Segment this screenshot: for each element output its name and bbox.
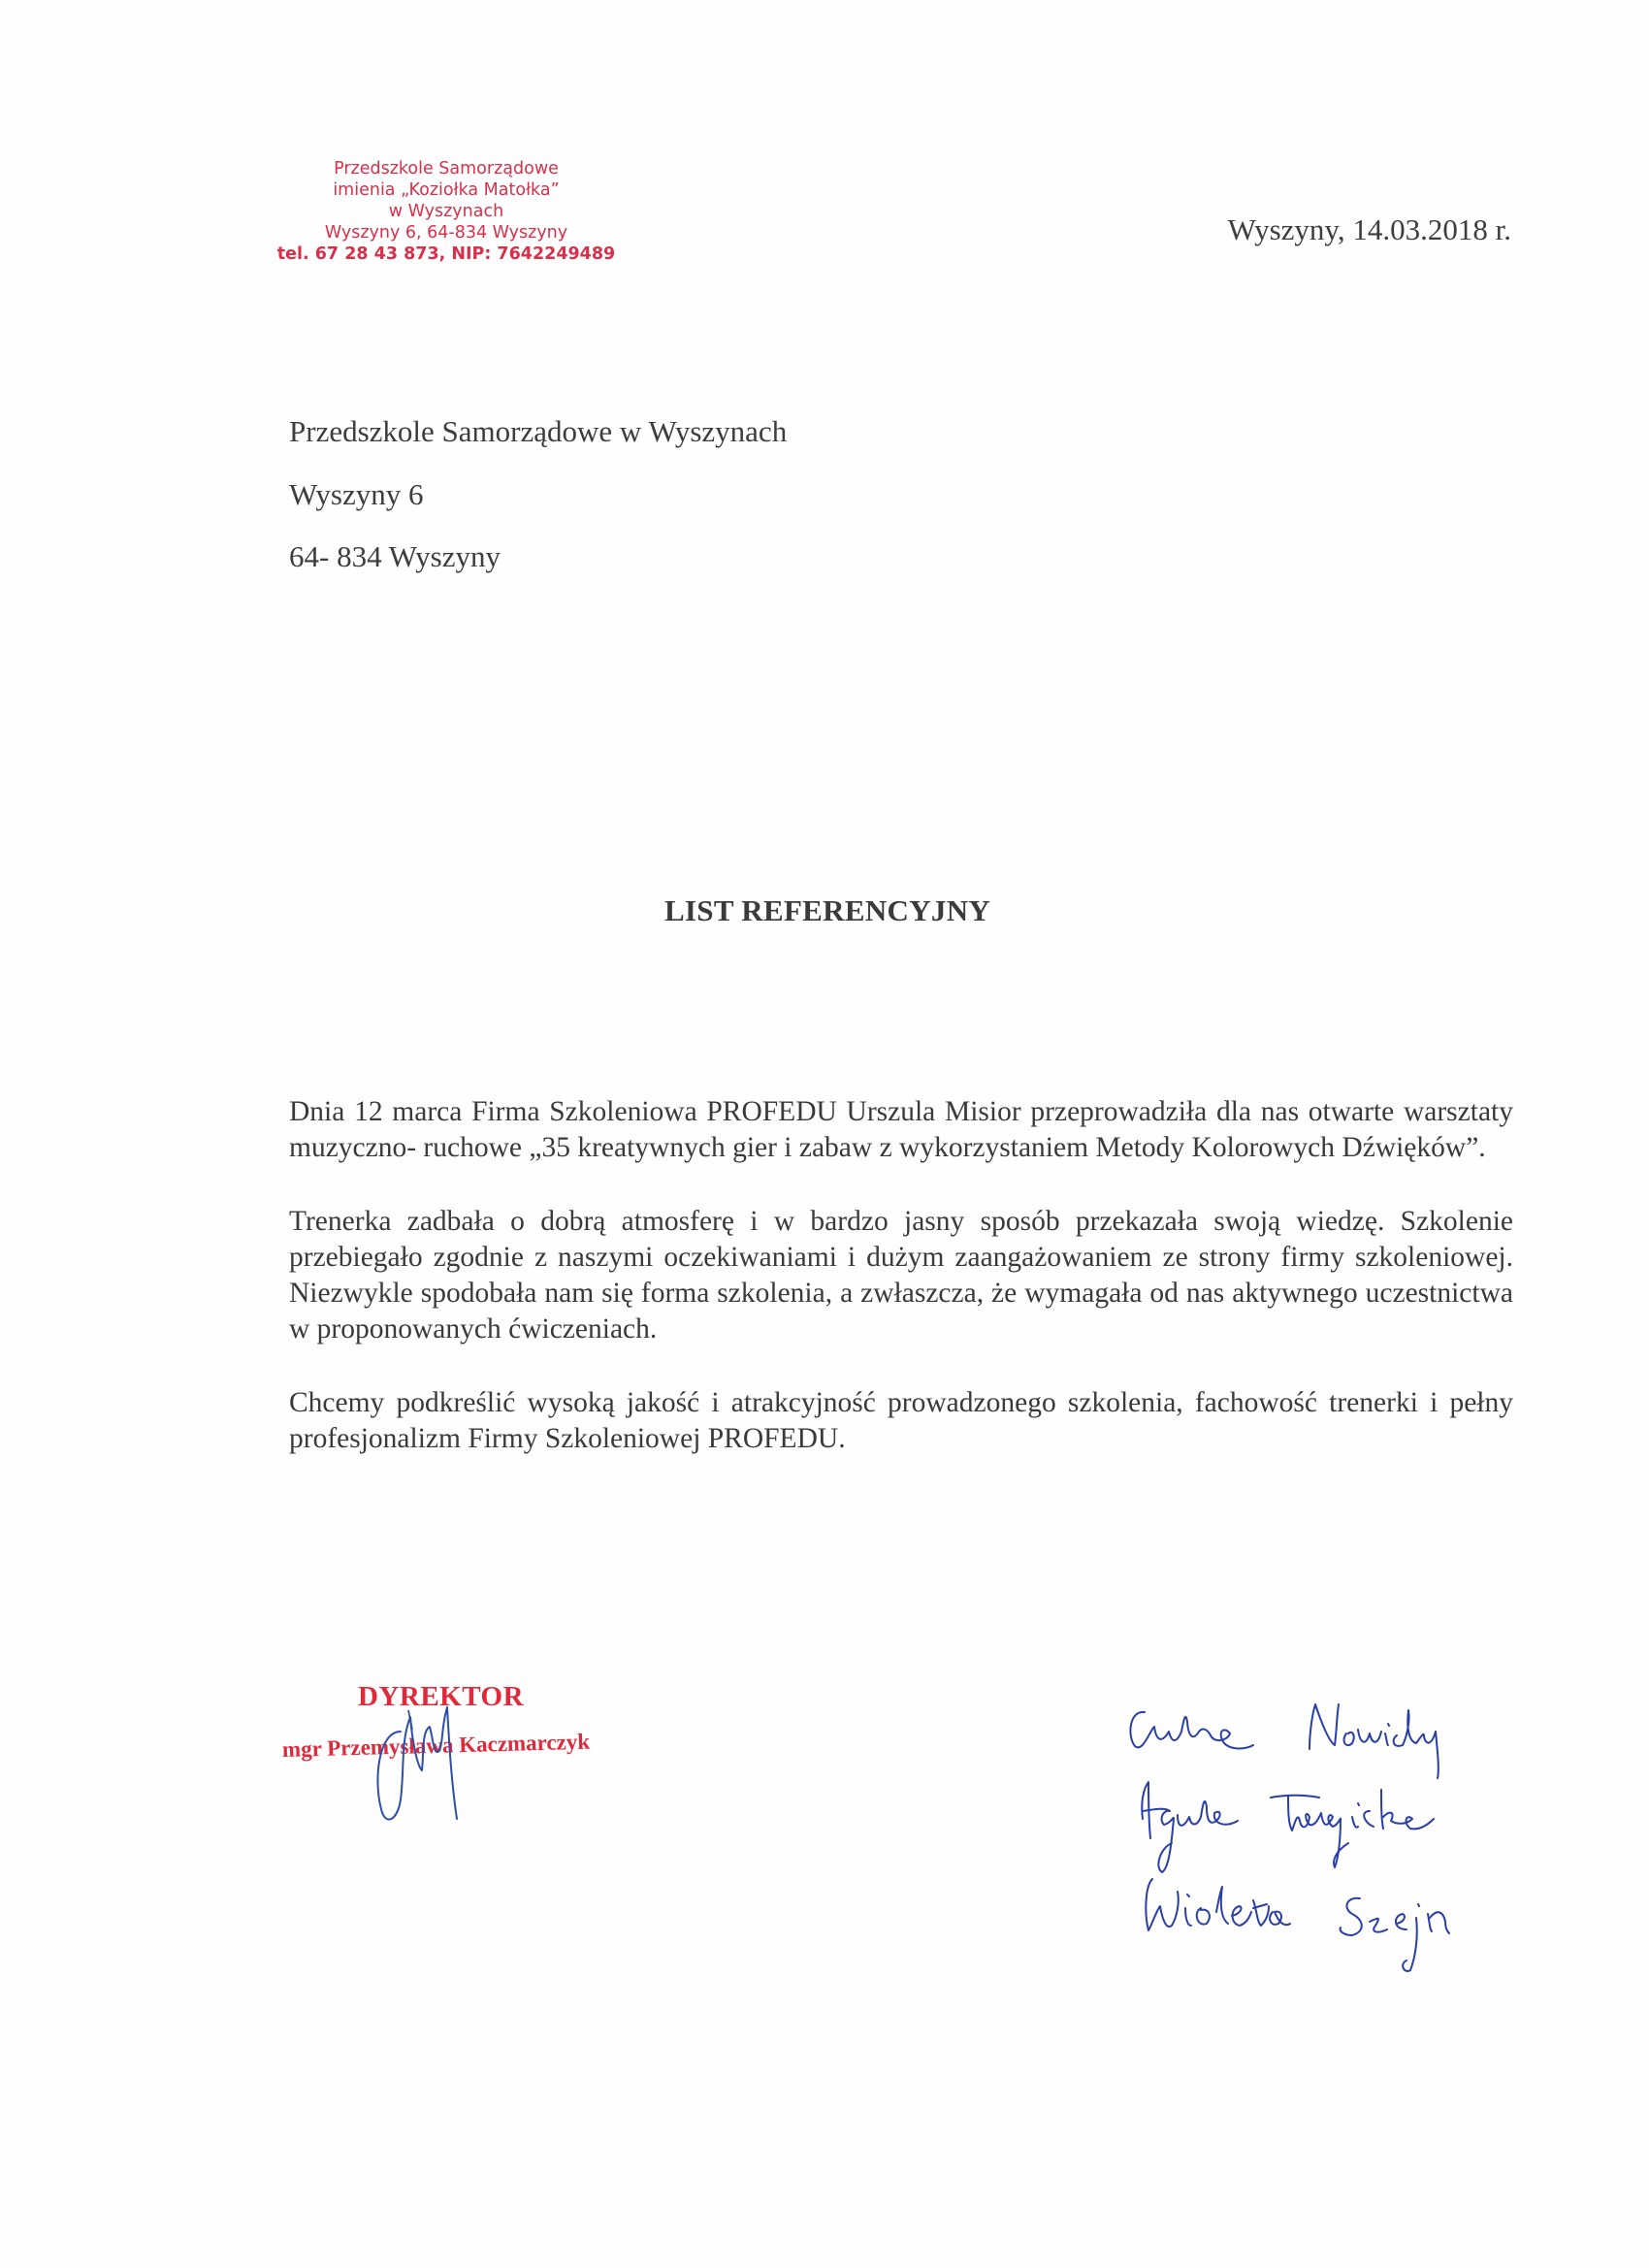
letter-body: [289, 1094, 1513, 1495]
signature-2-stroke: [1271, 1790, 1434, 1867]
signature-1-stroke: [1344, 1710, 1439, 1778]
recipient-address: [289, 401, 787, 589]
stamp-line-1: Przedszkole Samorządowe: [334, 159, 559, 178]
stamp-line-2: imienia „Koziołka Matołka”: [333, 180, 560, 200]
letterhead-stamp: [252, 158, 640, 265]
handwritten-signatures: [1116, 1693, 1523, 1984]
signature-2-stroke: [1142, 1782, 1238, 1872]
paragraph-3: Chcemy podkreślić wysoką jakość i atrakcyjność prowadzonego szkolenia, fachowość trenerki i pełny profesjonalizm Firmy Szkoleniowej PROFEDU.: [289, 1387, 1513, 1454]
recipient-city: 64- 834 Wyszyny: [289, 539, 501, 573]
signature-3-stroke: [1146, 1879, 1290, 1930]
recipient-name: Przedszkole Samorządowe w Wyszynach: [289, 414, 788, 448]
stamp-line-3: w Wyszynach: [388, 202, 504, 221]
director-title: DYREKTOR: [358, 1681, 525, 1712]
stamp-line-5: tel. 67 28 43 873, NIP: 7642249489: [276, 244, 616, 264]
signature-1-stroke: [1130, 1712, 1253, 1749]
stamp-line-4: Wyszyny 6, 64-834 Wyszyny: [324, 223, 568, 243]
signature-1-stroke: [1310, 1704, 1339, 1749]
signatures-handwriting-icon: [1116, 1693, 1523, 1984]
director-name: mgr Przemysława Kaczmarczyk: [281, 1729, 591, 1762]
letter-date: Wyszyny, 14.03.2018 r.: [1227, 212, 1511, 246]
director-stamp: [276, 1673, 606, 1838]
director-signature-icon: [276, 1673, 606, 1838]
paragraph-1: Dnia 12 marca Firma Szkoleniowa PROFEDU Urszula Misior przeprowadziła dla nas otwarte warsztaty muzyczno- ruchowe „35 kreatywnych gier i zabaw z wykorzystaniem Metody Kolorowych Dźwięków”.: [289, 1096, 1513, 1163]
paragraph-2: Trenerka zadbała o dobrą atmosferę i w bardzo jasny sposób przekazała swoją wiedzę. Szkolenie przebiegało zgodnie z naszymi oczekiwaniami i dużym zaangażowaniem ze strony firmy szkoleniowej. Niezwykle spodobała nam się forma szkolenia, a zwłaszcza, że wymagała od nas aktywnego uczestnictwa w proponowanych ćwiczeniach.: [289, 1206, 1513, 1345]
recipient-street: Wyszyny 6: [289, 476, 424, 511]
document-title: LIST REFERENCYJNY: [663, 893, 991, 927]
signature-3-stroke: [1341, 1898, 1449, 1971]
